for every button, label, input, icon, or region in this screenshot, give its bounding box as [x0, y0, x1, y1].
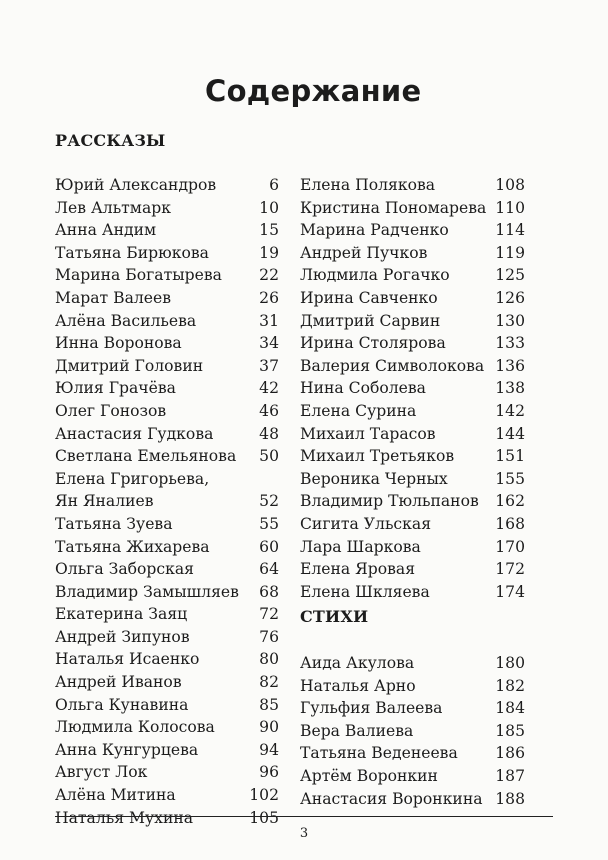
toc-entry-author: Владимир Замышляев — [55, 582, 239, 601]
toc-entry-author: Андрей Иванов — [55, 673, 182, 692]
toc-entry-author: Михаил Тарасов — [300, 424, 436, 443]
toc-entry — [300, 174, 525, 197]
toc-entry-page: 187 — [495, 766, 525, 785]
toc-entry-page: 64 — [259, 560, 279, 579]
toc-entry-page: 168 — [495, 514, 525, 533]
toc-entry — [55, 445, 279, 468]
toc-entry — [55, 490, 279, 513]
toc-entry — [300, 536, 525, 559]
toc-entry-author: Людмила Колосова — [55, 718, 215, 737]
toc-entry-page: 68 — [259, 582, 279, 601]
toc-entry — [300, 675, 525, 698]
toc-entry-author: Вера Валиева — [300, 721, 414, 740]
stories-heading: РАССКАЗЫ — [55, 131, 166, 150]
toc-entry-author: Андрей Зипунов — [55, 627, 190, 646]
stories-right-column — [300, 174, 525, 603]
toc-entry-page: 34 — [259, 334, 279, 353]
toc-entry — [55, 219, 279, 242]
toc-entry-page: 151 — [495, 447, 525, 466]
toc-entry-page: 170 — [495, 537, 525, 556]
toc-entry — [300, 287, 525, 310]
stories-left-column — [55, 174, 279, 829]
toc-entry-author: Михаил Третьяков — [300, 447, 455, 466]
toc-entry-page: 80 — [259, 650, 279, 669]
toc-entry — [300, 400, 525, 423]
toc-entry-page: 155 — [495, 469, 525, 488]
toc-entry-author: Наталья Арно — [300, 676, 416, 695]
toc-entry-page: 105 — [249, 808, 279, 827]
toc-entry — [55, 174, 279, 197]
toc-entry-page: 52 — [259, 492, 279, 511]
toc-entry — [300, 242, 525, 265]
toc-entry-page: 10 — [259, 198, 279, 217]
toc-entry-page: 76 — [259, 627, 279, 646]
toc-entry-page: 60 — [259, 537, 279, 556]
toc-entry-author: Артём Воронкин — [300, 766, 438, 785]
toc-entry-author: Татьяна Бирюкова — [55, 243, 209, 262]
toc-entry — [300, 377, 525, 400]
toc-entry-author: Наталья Исаенко — [55, 650, 200, 669]
toc-entry-page: 90 — [259, 718, 279, 737]
toc-entry — [300, 219, 525, 242]
toc-entry-author: Татьяна Веденеева — [300, 744, 458, 763]
toc-entry — [300, 490, 525, 513]
toc-entry-author: Марат Валеев — [55, 288, 172, 307]
toc-entry — [300, 355, 525, 378]
toc-entry — [55, 355, 279, 378]
toc-entry-author: Алёна Митина — [55, 786, 176, 805]
toc-entry-author: Валерия Символокова — [300, 356, 485, 375]
toc-entry — [300, 264, 525, 287]
toc-entry — [300, 765, 525, 788]
toc-entry-author: Елена Григорьева, — [55, 469, 210, 488]
toc-entry — [300, 581, 525, 604]
toc-entry-author: Анастасия Гудкова — [55, 424, 214, 443]
toc-entry-page: 102 — [249, 786, 279, 805]
toc-entry — [300, 197, 525, 220]
toc-entry — [55, 310, 279, 333]
poetry-column — [300, 652, 525, 810]
toc-entry-page: 133 — [495, 334, 525, 353]
toc-entry-page: 186 — [495, 744, 525, 763]
toc-entry — [55, 513, 279, 536]
toc-entry-page: 48 — [259, 424, 279, 443]
toc-entry-page: 174 — [495, 582, 525, 601]
toc-entry — [55, 242, 279, 265]
toc-entry — [300, 423, 525, 446]
toc-entry-page: 55 — [259, 514, 279, 533]
toc-entry-author: Юрий Александров — [55, 176, 217, 194]
toc-entry-page: 142 — [495, 401, 525, 420]
toc-entry — [300, 742, 525, 765]
toc-entry-author: Наталья Мухина — [55, 808, 194, 827]
page-title: Содержание — [205, 74, 422, 108]
toc-entry — [55, 536, 279, 559]
toc-entry-page: 42 — [259, 379, 279, 398]
toc-entry-author: Гульфия Валеева — [300, 699, 443, 718]
toc-entry — [55, 626, 279, 649]
toc-entry-author: Елена Сурина — [300, 401, 417, 420]
toc-entry-page: 125 — [495, 266, 525, 285]
toc-entry-author: Дмитрий Сарвин — [300, 311, 441, 330]
toc-entry-author: Юлия Грачёва — [55, 379, 176, 398]
toc-entry — [55, 197, 279, 220]
toc-entry-author: Август Лок — [55, 763, 148, 782]
toc-entry-page: 126 — [495, 288, 525, 307]
toc-entry-author: Дмитрий Головин — [55, 356, 204, 375]
toc-entry — [55, 694, 279, 717]
toc-entry-page: 180 — [495, 654, 525, 672]
toc-entry-page: 85 — [259, 695, 279, 714]
toc-entry-page: 138 — [495, 379, 525, 398]
toc-entry-page: 72 — [259, 605, 279, 624]
toc-entry — [55, 558, 279, 581]
toc-entry-author: Алёна Васильева — [55, 311, 197, 330]
toc-entry-page: 172 — [495, 560, 525, 579]
toc-entry — [300, 558, 525, 581]
toc-entry-page: 19 — [259, 243, 279, 262]
toc-entry-author: Анастасия Воронкина — [300, 789, 483, 808]
toc-entry — [55, 603, 279, 626]
toc-entry-author: Кристина Пономарева — [300, 198, 487, 217]
toc-entry-author: Татьяна Зуева — [55, 514, 173, 533]
toc-entry-page: 114 — [495, 221, 525, 240]
footer-divider — [55, 816, 553, 817]
toc-entry-author: Светлана Емельянова — [55, 447, 237, 466]
toc-entry — [55, 648, 279, 671]
toc-entry-author: Екатерина Заяц — [55, 605, 188, 624]
toc-entry-page: 182 — [495, 676, 525, 695]
toc-entry-page: 37 — [259, 356, 279, 375]
toc-entry-author: Марина Богатырева — [55, 266, 222, 285]
toc-entry-author: Нина Соболева — [300, 379, 426, 398]
toc-entry-page: 119 — [495, 243, 525, 262]
toc-entry-page: 136 — [495, 356, 525, 375]
toc-entry-author: Марина Радченко — [300, 221, 449, 240]
toc-entry-page: 108 — [495, 176, 525, 194]
toc-entry-page: 188 — [495, 789, 525, 808]
toc-entry-page: 144 — [495, 424, 525, 443]
toc-entry — [300, 332, 525, 355]
toc-entry-page: 26 — [259, 288, 279, 307]
toc-entry — [300, 310, 525, 333]
toc-entry-author: Елена Шкляева — [300, 582, 430, 601]
toc-entry — [55, 423, 279, 446]
toc-entry-page: 162 — [495, 492, 525, 511]
toc-entry-page: 82 — [259, 673, 279, 692]
toc-entry-author: Олег Гонозов — [55, 401, 167, 420]
toc-entry-author: Лев Альтмарк — [55, 198, 171, 217]
toc-entry-page: 22 — [259, 266, 279, 285]
toc-entry — [55, 377, 279, 400]
toc-entry — [55, 400, 279, 423]
toc-entry — [55, 671, 279, 694]
toc-entry-page: 96 — [259, 763, 279, 782]
toc-entry — [55, 739, 279, 762]
toc-entry — [55, 761, 279, 784]
toc-entry — [55, 468, 279, 491]
toc-entry — [300, 720, 525, 743]
toc-entry — [55, 784, 279, 807]
toc-entry — [300, 697, 525, 720]
toc-entry-page: 46 — [259, 401, 279, 420]
toc-entry-author: Ольга Заборская — [55, 560, 194, 579]
toc-entry-page: 50 — [259, 447, 279, 466]
toc-entry — [300, 445, 525, 468]
toc-entry-author: Елена Полякова — [300, 176, 436, 194]
toc-entry — [300, 513, 525, 536]
toc-entry-author: Анна Андим — [55, 221, 157, 240]
toc-entry — [300, 652, 525, 675]
toc-entry — [55, 581, 279, 604]
toc-entry-author: Ян Яналиев — [55, 492, 154, 511]
toc-entry-author: Вероника Черных — [300, 469, 448, 488]
toc-entry-page: 15 — [259, 221, 279, 240]
toc-entry-page: 184 — [495, 699, 525, 718]
toc-entry-author: Лара Шаркова — [300, 537, 421, 556]
toc-entry-author: Татьяна Жихарева — [55, 537, 210, 556]
toc-entry-page: 185 — [495, 721, 525, 740]
toc-entry — [55, 716, 279, 739]
toc-entry-page: 130 — [495, 311, 525, 330]
toc-entry-author: Сигита Ульская — [300, 514, 432, 533]
toc-entry-author: Аида Акулова — [300, 654, 415, 672]
toc-entry — [300, 788, 525, 811]
poetry-heading: СТИХИ — [300, 607, 369, 626]
toc-entry-author: Ольга Кунавина — [55, 695, 189, 714]
page-number: 3 — [299, 826, 309, 841]
toc-entry-author: Елена Яровая — [300, 560, 416, 579]
toc-entry-page: 94 — [259, 740, 279, 759]
toc-entry-author: Людмила Рогачко — [300, 266, 450, 285]
toc-entry-author: Владимир Тюльпанов — [300, 492, 479, 511]
toc-entry — [55, 264, 279, 287]
toc-entry-author: Андрей Пучков — [300, 243, 428, 262]
toc-entry-author: Инна Воронова — [55, 334, 182, 353]
toc-entry-page: 6 — [269, 176, 279, 194]
toc-entry — [300, 468, 525, 491]
toc-entry-author: Ирина Савченко — [300, 288, 438, 307]
toc-entry-page: 110 — [495, 198, 525, 217]
toc-entry-author: Анна Кунгурцева — [55, 740, 199, 759]
toc-entry-author: Ирина Столярова — [300, 334, 446, 353]
toc-entry-page: 31 — [259, 311, 279, 330]
toc-entry — [55, 332, 279, 355]
toc-entry — [55, 287, 279, 310]
